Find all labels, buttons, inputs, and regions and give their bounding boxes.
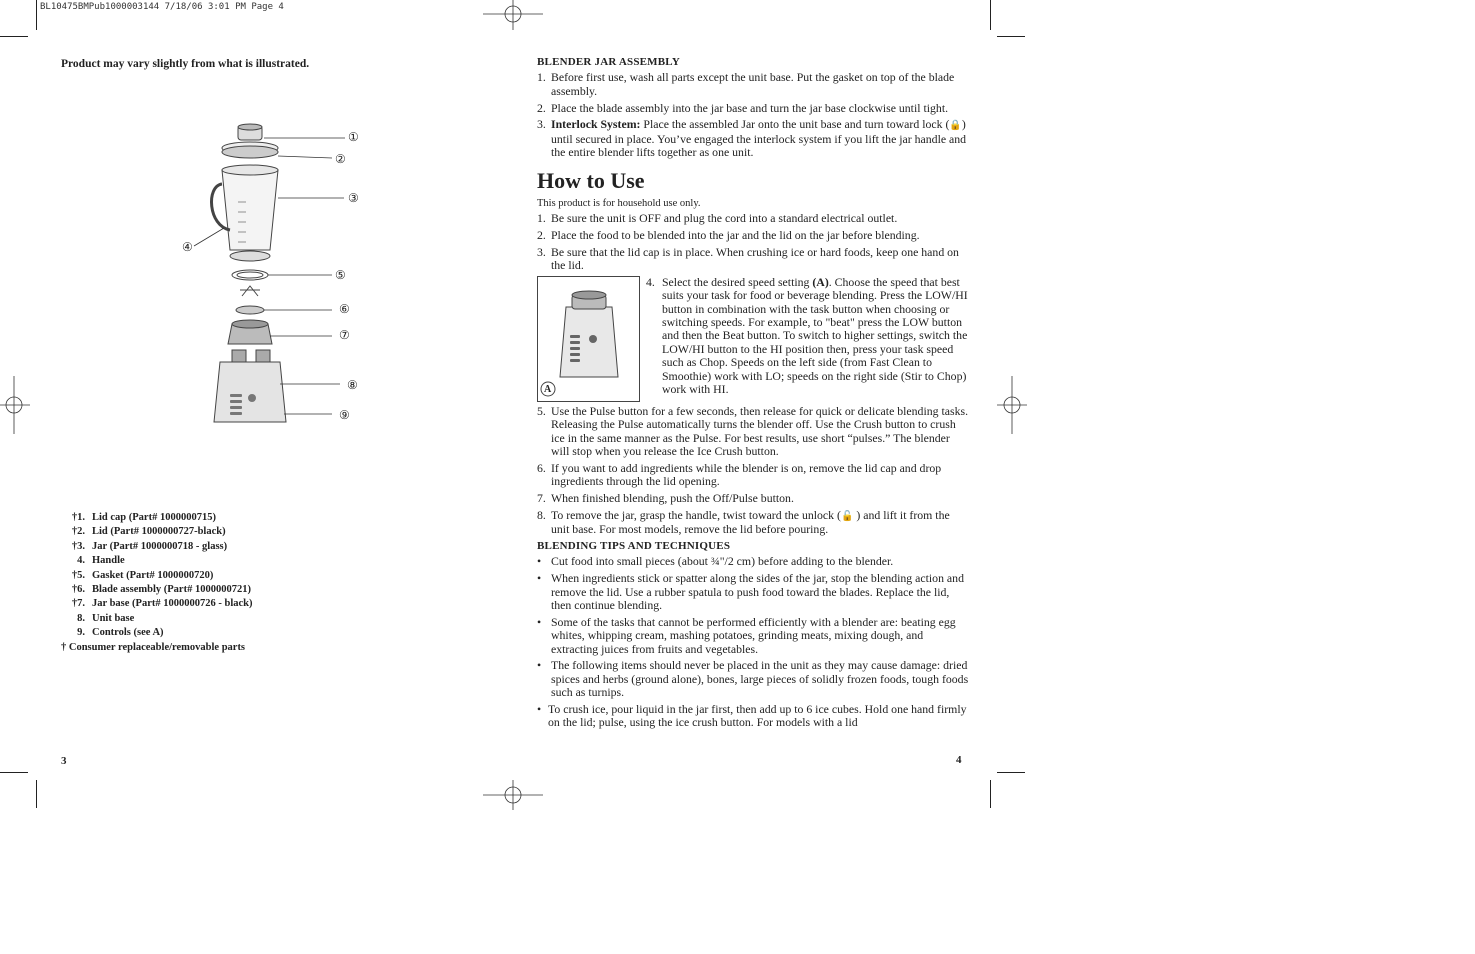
slug-line: BL10475BMPub1000003144 7/18/06 3:01 PM Page 4 <box>40 2 284 12</box>
list-item: 5. Use the Pulse button for a few seconds, then release for quick or delicate blending tasks. Releasing the Pulse automatically turns the blender off. Use the Crush button to crush ice in the same manner as the Pulse. For best results, use short “pulses.” The blender will stop when you release the Ice Crush button. <box>537 403 969 459</box>
callout-4: ④ <box>182 240 193 254</box>
step-4-with-figure <box>537 276 969 402</box>
registration-mark-top <box>483 0 543 30</box>
list-item: • Cut food into small pieces (about ¾"/2 cm) before adding to the blender. <box>537 554 894 569</box>
crop-mark-bl-h <box>0 772 28 773</box>
household-note: This product is for household use only. <box>537 197 701 209</box>
list-item: 3. Interlock System: Place the assembled Jar onto the unit base and turn toward lock (🔒) until secured in place. You’ve engaged the interlock system if you lift the jar handle and the entire blender lifts together as one unit. <box>537 117 967 160</box>
callout-3: ③ <box>348 191 359 205</box>
how-to-use-heading: How to Use <box>537 167 645 193</box>
assembly-heading: BLENDER JAR ASSEMBLY <box>537 56 680 68</box>
parts-list-item: †7. Jar base (Part# 1000000726 - black) <box>71 598 253 610</box>
crop-mark-br-h <box>997 772 1025 773</box>
list-item: 3. Be sure that the lid cap is in place. When crushing ice or hard foods, keep one hand on the lid. <box>537 244 959 273</box>
crop-mark-tr-v <box>990 0 991 30</box>
page-number-right: 4 <box>956 754 962 766</box>
lock-icon: 🔒 <box>949 120 962 132</box>
parts-list-item: †2. Lid (Part# 1000000727-black) <box>71 526 226 538</box>
illustration-disclaimer: Product may vary slightly from what is illustrated. <box>61 58 310 70</box>
interlock-label: Interlock System: <box>551 117 641 132</box>
list-item: 2. Place the blade assembly into the jar base and turn the jar base clockwise until tight. <box>537 100 949 115</box>
crop-mark-br-v <box>990 780 991 808</box>
parts-list-item: †6. Blade assembly (Part# 1000000721) <box>71 584 251 596</box>
tips-heading: BLENDING TIPS AND TECHNIQUES <box>537 540 731 553</box>
list-item: 7. When finished blending, push the Off/Pulse button. <box>537 491 794 506</box>
figure-a-label: A <box>544 383 552 395</box>
crop-mark-tl-v <box>36 0 37 30</box>
parts-list-item: †5. Gasket (Part# 1000000720) <box>71 569 214 581</box>
list-item: 6. If you want to add ingredients while the blender is on, remove the lid cap and drop ingredients through the lid opening. <box>537 460 942 489</box>
parts-list-item: 8. Unit base <box>77 612 135 624</box>
registration-mark-right <box>997 376 1027 434</box>
list-item: • The following items should never be placed in the unit as they may cause damage: dried spices and herbs (ground alone), bones, large pieces of solidly frozen foods, tough foods such as turnips. <box>537 658 969 700</box>
list-item: 1. Before first use, wash all parts except the unit base. Put the gasket on top of the blade assembly. <box>537 70 955 98</box>
parts-list-item: †3. Jar (Part# 1000000718 - glass) <box>71 540 228 552</box>
unlock-icon: 🔓 <box>840 510 854 522</box>
callout-1: ① <box>348 130 359 144</box>
list-item: 1. Be sure the unit is OFF and plug the cord into a standard electrical outlet. <box>537 211 898 226</box>
callout-6: ⑥ <box>339 302 350 316</box>
page-number-left: 3 <box>61 755 67 767</box>
parts-list <box>61 511 253 655</box>
parts-list-footnote: † Consumer replaceable/removable parts <box>61 641 246 653</box>
list-item: 2. Place the food to be blended into the jar and the lid on the jar before blending. <box>537 227 920 242</box>
callout-8: ⑧ <box>347 378 358 392</box>
parts-list-item: 4. Handle <box>77 555 125 567</box>
list-item: 8. To remove the jar, grasp the handle, twist toward the unlock (🔓 ) and lift it from the unit base. For most models, remove the lid before pouring. <box>537 507 950 537</box>
registration-mark-bottom <box>483 780 543 810</box>
figure-a-controls <box>537 276 640 402</box>
list-item: • When ingredients stick or spatter along the sides of the jar, stop the blending action and remove the lid. Use a rubber spatula to push food toward the blades. Replace the lid, then continue blending. <box>537 571 964 613</box>
crop-mark-tl-h <box>0 36 28 37</box>
callout-2: ② <box>335 152 346 166</box>
parts-list-item: †1. Lid cap (Part# 1000000715) <box>71 512 216 523</box>
crop-mark-tr-h <box>997 36 1025 37</box>
blender-base-illustration <box>538 277 639 401</box>
callout-5: ⑤ <box>335 268 346 282</box>
exploded-blender-illustration <box>180 118 370 448</box>
callout-9: ⑨ <box>339 408 350 422</box>
right-column <box>537 56 969 733</box>
registration-mark-left <box>0 376 30 434</box>
list-item: • Some of the tasks that cannot be performed efficiently with a blender are: beating egg whites, whipping cream, mashing potatoes, grinding meats, mixing dough, and extracting juices from fruits and vegetables. <box>537 614 956 656</box>
parts-list-item: 9. Controls (see A) <box>77 627 164 639</box>
list-item: • To crush ice, pour liquid in the jar first, then add up to 6 ice cubes. Hold one hand firmly on the lid; pulse, using the ice crush button. For models with a lid <box>537 702 967 730</box>
list-item: 4. Select the desired speed setting (A). Choose the speed that best suits your task for food or beverage blending. Press the LOW/HI button in combination with the task button when choosing or switching speeds. For example, to "beat" press the LOW button and then the Beat button. To switch to higher settings, switch the LOW/HI button to the HI position then, press your task speed such as Chop. Speeds on the left side (from Fast Clean to Smoothie) work with LO; speeds on the right side (Stir to Chop) work with HI. <box>646 274 968 397</box>
callout-7: ⑦ <box>339 328 350 342</box>
crop-mark-bl-v <box>36 780 37 808</box>
